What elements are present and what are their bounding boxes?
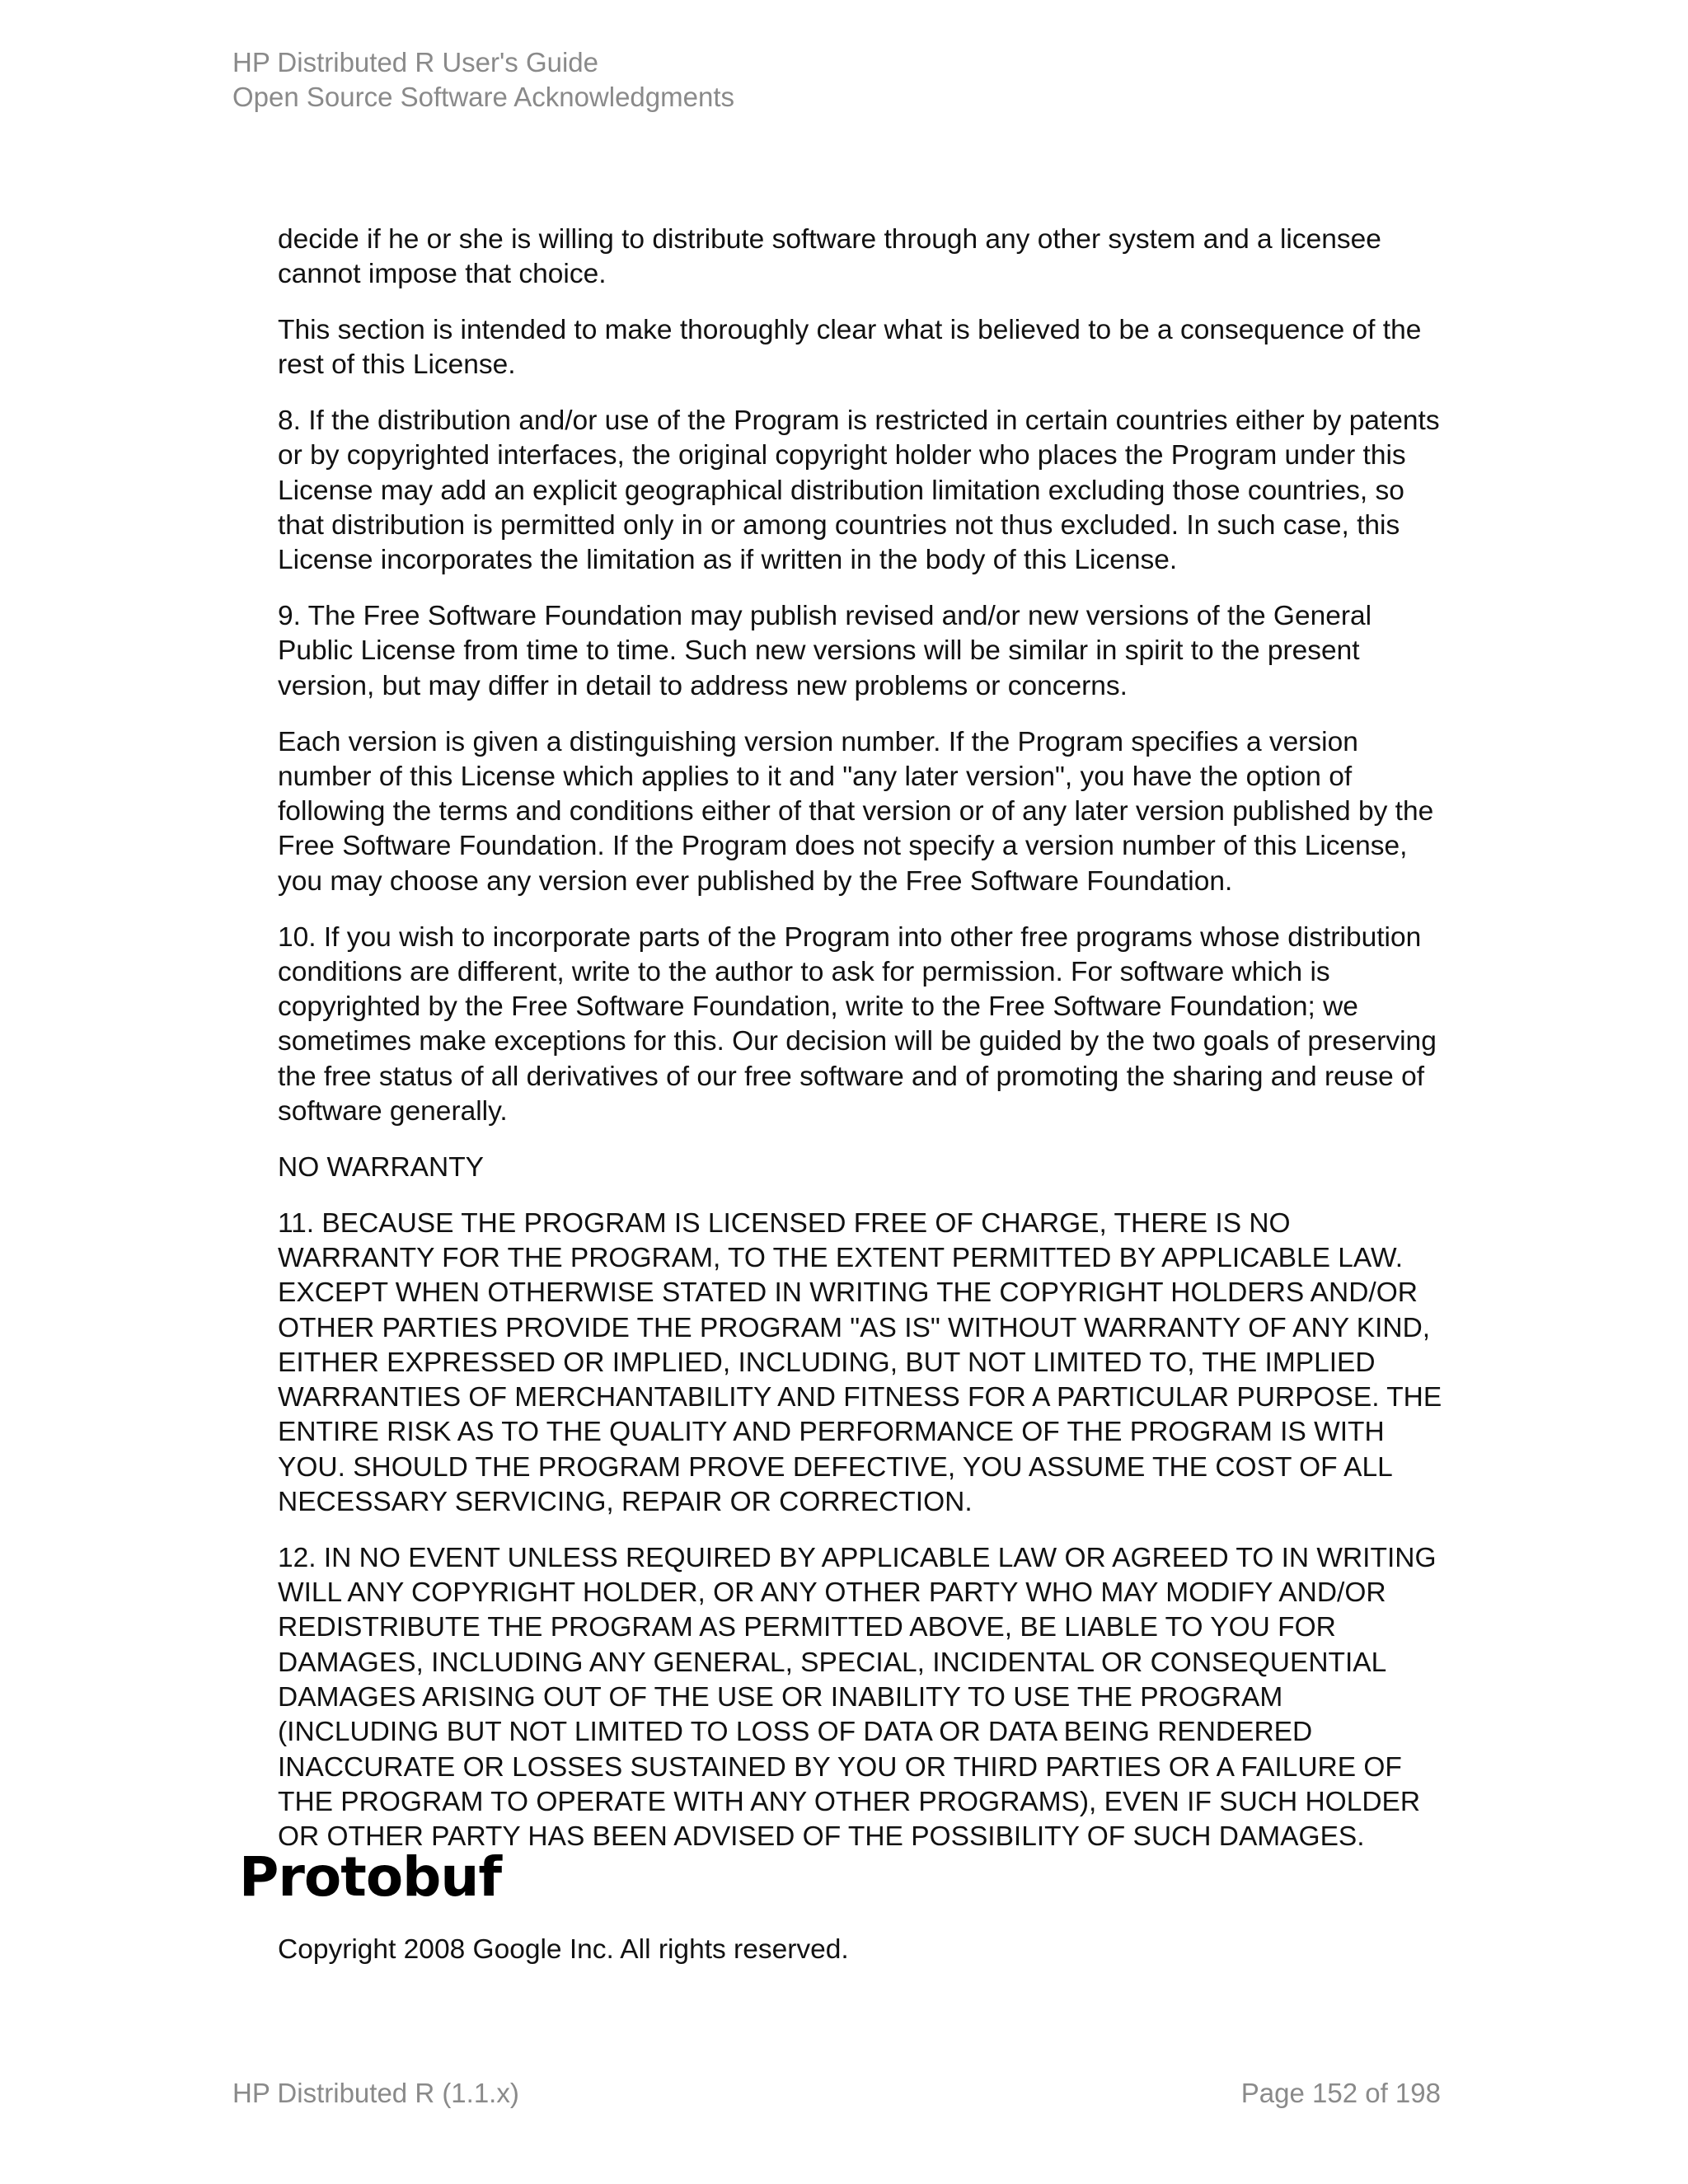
paragraph: 11. BECAUSE THE PROGRAM IS LICENSED FREE OF CHARGE, THERE IS NO WARRANTY FOR THE PROGRAM, TO THE EXTENT PERMITTED BY APPLICABLE LAW. EXCEPT WHEN OTHERWISE STATED IN WRITING THE COPYRIGHT HOLDERS AND/OR OTHER PARTIES PROVIDE THE PROGRAM "AS IS" WITHOUT WARRANTY OF ANY KIND, EITHER EXPRESSED OR IMPLIED, INCLUDING, BUT NOT LIMITED TO, THE IMPLIED WARRANTIES OF MERCHANTABILITY AND FITNESS FOR A PARTICULAR PURPOSE. THE ENTIRE RISK AS TO THE QUALITY AND PERFORMANCE OF THE PROGRAM IS WITH YOU. SHOULD THE PROGRAM PROVE DEFECTIVE, YOU ASSUME THE COST OF ALL NECESSARY SERVICING, REPAIR OR CORRECTION. [278,1207,1442,1517]
paragraph: This section is intended to make thoroughly clear what is believed to be a consequence of the rest of this License. [278,315,1422,381]
footer-product: HP Distributed R (1.1.x) [232,2078,519,2108]
paragraph: 9. The Free Software Foundation may publish revised and/or new versions of the General Public License from time to time. Such new versions will be similar in spirit to the present version, but may differ in detail to address new problems or concerns. [278,601,1372,701]
header-section-title: Open Source Software Acknowledgments [232,82,735,112]
license-text [278,223,1448,1876]
footer-page-number: Page 152 of 198 [1240,2078,1441,2108]
paragraph: NO WARRANTY [278,1151,485,1183]
section-heading: Protobuf [239,1845,502,1909]
page-header [232,45,734,115]
paragraph: 8. If the distribution and/or use of the Program is restricted in certain countries either by patents or by copyrighted interfaces, the original copyright holder who places the Program under this License may add an explicit geographical distribution limitation excluding those countries, so that distribution is permitted only in or among countries not thus excluded. In such case, this License incorporates the limitation as if written in the body of this License. [278,405,1440,576]
header-doc-title: HP Distributed R User's Guide [232,47,599,77]
paragraph: decide if he or she is willing to distribute software through any other system and a licensee cannot impose that choice. [278,224,1381,290]
paragraph: 12. IN NO EVENT UNLESS REQUIRED BY APPLICABLE LAW OR AGREED TO IN WRITING WILL ANY COPYRIGHT HOLDER, OR ANY OTHER PARTY WHO MAY MODIFY AND/OR REDISTRIBUTE THE PROGRAM AS PERMITTED ABOVE, BE LIABLE TO YOU FOR DAMAGES, INCLUDING ANY GENERAL, SPECIAL, INCIDENTAL OR CONSEQUENTIAL DAMAGES ARISING OUT OF THE USE OR INABILITY TO USE THE PROGRAM (INCLUDING BUT NOT LIMITED TO LOSS OF DATA OR DATA BEING RENDERED INACCURATE OR LOSSES SUSTAINED BY YOU OR THIRD PARTIES OR A FAILURE OF THE PROGRAM TO OPERATE WITH ANY OTHER PROGRAMS), EVEN IF SUCH HOLDER OR OTHER PARTY HAS BEEN ADVISED OF THE POSSIBILITY OF SUCH DAMAGES. [278,1542,1437,1853]
paragraph: Each version is given a distinguishing version number. If the Program specifies a version number of this License which applies to it and "any later version", you have the option of following the terms and conditions either of that version or of any later version published by the Free Software Foundation. If the Program does not specify a version number of this License, you may choose any version ever published by the Free Software Foundation. [278,726,1434,897]
paragraph: 10. If you wish to incorporate parts of the Program into other free programs whose distribution conditions are different, write to the author to ask for permission. For software which is copyrighted by the Free Software Foundation, write to the Free Software Foundation; we sometimes make exceptions for this. Our decision will be guided by the two goals of preserving the free status of all derivatives of our free software and of promoting the sharing and reuse of software generally. [278,921,1437,1127]
copyright-line: Copyright 2008 Google Inc. All rights reserved. [278,1934,849,1965]
